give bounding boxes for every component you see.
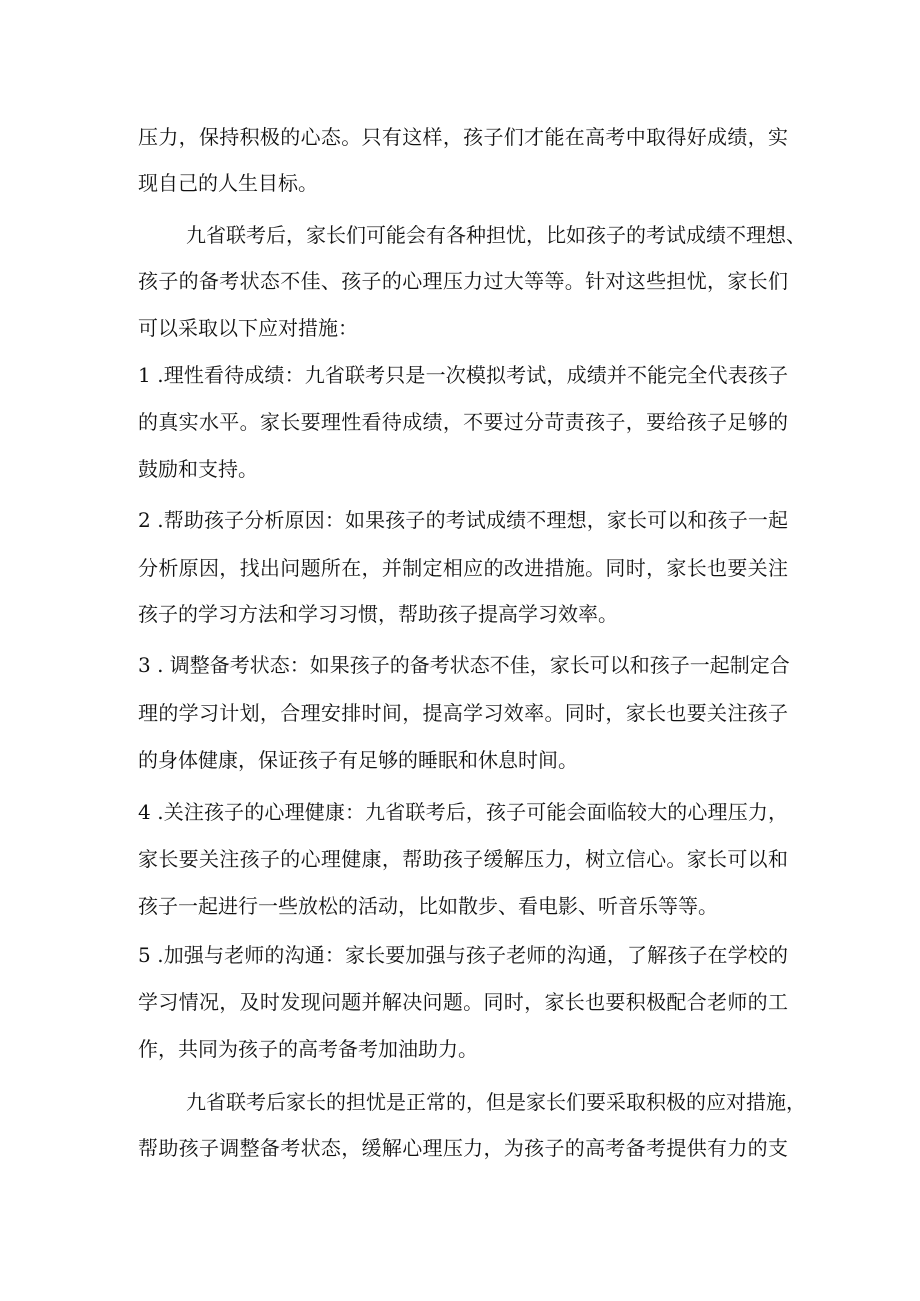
list-item-line: 的身体健康，保证孩子有足够的睡眠和休息时间。 — [138, 748, 578, 772]
text-line: 孩子的备考状态不佳、孩子的心理压力过大等等。针对这些担忧，家长们 — [138, 269, 788, 293]
list-item-line: 2 .帮助孩子分析原因：如果孩子的考试成绩不理想，家长可以和孩子一起 — [138, 508, 788, 532]
text-line: 九省联考后，家长们可能会有各种担忧，比如孩子的考试成绩不理想、 — [186, 223, 806, 247]
list-item-line: 分析原因，找出问题所在，并制定相应的改进措施。同时，家长也要关注 — [138, 556, 788, 580]
list-item-line: 的真实水平。家长要理性看待成绩，不要过分苛责孩子，要给孩子足够的 — [138, 410, 788, 434]
list-item-line: 4 .关注孩子的心理健康：九省联考后，孩子可能会面临较大的心理压力， — [138, 800, 788, 824]
text-line: 可以采取以下应对措施： — [138, 316, 358, 340]
list-item-line: 1 .理性看待成绩：九省联考只是一次模拟考试，成绩并不能完全代表孩子 — [138, 363, 788, 387]
list-item-line: 3 . 调整备考状态：如果孩子的备考状态不佳，家长可以和孩子一起制定合 — [138, 653, 790, 677]
list-item-line: 鼓励和支持。 — [138, 457, 258, 481]
list-item-line: 作，共同为孩子的高考备考加油助力。 — [138, 1037, 478, 1061]
list-item-line: 孩子的学习方法和学习习惯，帮助孩子提高学习效率。 — [138, 602, 618, 626]
list-item-line: 家长要关注孩子的心理健康，帮助孩子缓解压力，树立信心。家长可以和 — [138, 847, 788, 871]
list-item-line: 孩子一起进行一些放松的活动，比如散步、看电影、听音乐等等。 — [138, 894, 718, 918]
list-item-line: 理的学习计划，合理安排时间，提高学习效率。同时，家长也要关注孩子 — [138, 701, 788, 725]
list-item-line: 5 .加强与老师的沟通：家长要加强与孩子老师的沟通，了解孩子在学校的 — [138, 943, 788, 967]
text-line: 九省联考后家长的担忧是正常的，但是家长们要采取积极的应对措施， — [186, 1090, 806, 1114]
text-line: 压力，保持积极的心态。只有这样，孩子们才能在高考中取得好成绩，实 — [138, 125, 788, 149]
text-line: 现自己的人生目标。 — [138, 171, 318, 195]
text-line: 帮助孩子调整备考状态，缓解心理压力，为孩子的高考备考提供有力的支 — [138, 1136, 788, 1160]
list-item-line: 学习情况，及时发现问题并解决问题。同时，家长也要积极配合老师的工 — [138, 990, 788, 1014]
